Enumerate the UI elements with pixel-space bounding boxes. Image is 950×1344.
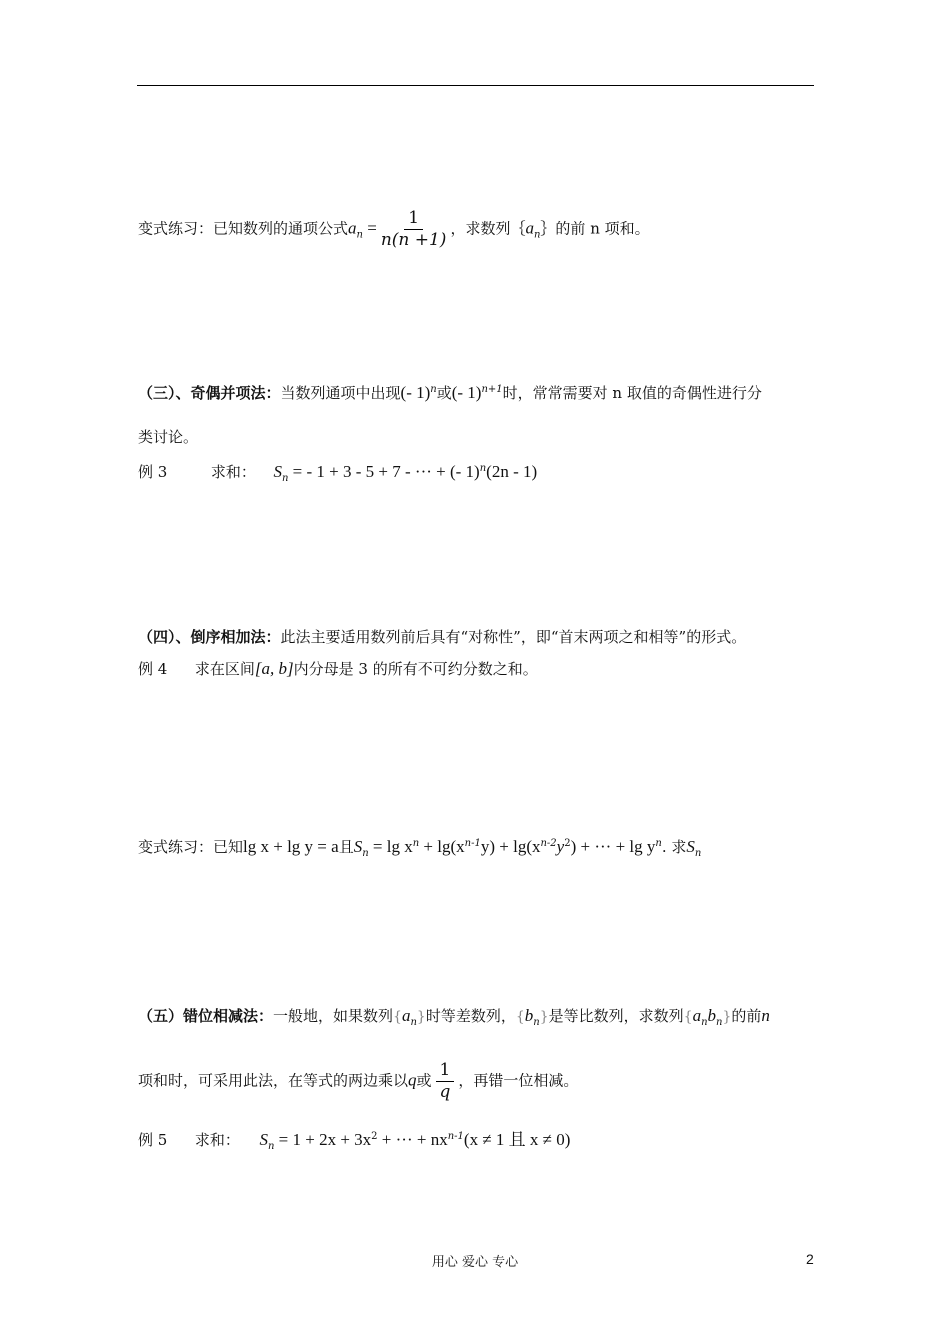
example-3-expr: = - 1 + 3 - 5 + 7 - ··· + (- 1) [288, 462, 480, 481]
fraction-numerator: 1 [404, 210, 423, 230]
math-S2: S [686, 837, 695, 856]
example-3-ask: 求和： [210, 463, 256, 481]
math-eq: = [362, 218, 377, 238]
math-a: a [692, 1006, 702, 1025]
expr-part2: + ··· + nx [377, 1130, 448, 1149]
math-sub-n2: n [533, 229, 541, 241]
example-5-label: 例 5 [138, 1131, 168, 1149]
fraction [381, 210, 447, 249]
section-4-heading: （四）、倒序相加法： [138, 628, 281, 646]
math-neg1-b: (- 1) [451, 383, 482, 402]
section-5-heading: （五）错位相减法： [138, 1007, 274, 1025]
math-sub-n: n [281, 473, 289, 484]
math-S: S [273, 462, 282, 481]
section-5-cont [138, 1062, 578, 1101]
math-b: b [707, 1006, 717, 1025]
fraction-denominator: n(n +1) [380, 230, 447, 250]
section-5-text1: 一般地，如果数列 [273, 1007, 394, 1025]
math-sub-n: n [701, 1017, 708, 1028]
and-word: 且 [338, 838, 354, 856]
exp5: n [655, 838, 662, 849]
expr-part3: (x ≠ 1 且 x ≠ 0) [463, 1130, 571, 1149]
exp1: 2 [371, 1131, 378, 1142]
exp1: n [412, 838, 420, 849]
expr-part3: y) + lg(x [480, 837, 541, 856]
exp2: n-1 [447, 1131, 464, 1142]
example-4-text1: 求在区间 [194, 660, 255, 678]
math-sub-n: n [716, 1017, 723, 1028]
section-5-text3: 是等比数列，求数列 [548, 1007, 684, 1025]
header-rule [137, 85, 814, 86]
expr-part1: = 1 + 2x + 3x [274, 1130, 372, 1149]
math-exp-n: n [479, 463, 487, 474]
math-q: q [408, 1070, 417, 1090]
math-a: a [401, 1006, 411, 1025]
section-4 [138, 630, 746, 645]
or-word: 或 [416, 1071, 432, 1090]
fraction [436, 1062, 455, 1101]
variant-lead: 变式练习：已知数列的通项公式 [138, 219, 349, 238]
example-3-expr-tail: (2n - 1) [486, 462, 538, 481]
section-3-text3: 类讨论。 [138, 428, 199, 446]
section-5-text4: 的前 [731, 1007, 762, 1025]
example-3 [138, 463, 537, 484]
example-4 [138, 660, 538, 677]
math-a: a [348, 218, 357, 238]
math-interval: [a, b] [254, 659, 294, 678]
math-exp-n1: n+1 [481, 384, 503, 395]
variant-mid: ，求数列｛ [450, 219, 526, 238]
exp2: n-1 [464, 838, 481, 849]
exp4: 2 [564, 838, 571, 849]
footer-text: 用心 爱心 专心 [431, 1255, 519, 1270]
math-sub-n: n [356, 229, 363, 241]
math-sub-n: n [533, 1017, 540, 1028]
math-sub-n: n [267, 1141, 275, 1152]
math-neg1: (- 1) [400, 383, 431, 402]
variant-exercise-1 [138, 210, 650, 249]
variant-end: ｝的前 n 项和。 [540, 219, 650, 238]
section-3-text1: 当数列通项中出现 [280, 384, 401, 402]
expr-part5: ) + ··· + lg y [570, 837, 656, 856]
brace-right: } [539, 1009, 549, 1025]
math-sub-n2: n [694, 848, 702, 859]
section-5 [138, 1007, 770, 1028]
page-number: 2 [806, 1251, 814, 1267]
math-n: n [761, 1006, 770, 1025]
example-4-label: 例 4 [138, 660, 168, 678]
section-5-text2: 时等差数列， [425, 1007, 516, 1025]
example-5-ask: 求和： [194, 1131, 240, 1149]
section-5-line2b: ，再错一位相减。 [458, 1071, 579, 1090]
variant-exercise-2 [138, 838, 701, 859]
section-3 [138, 384, 762, 401]
variant2-end: . 求 [661, 838, 687, 856]
brace-left: { [393, 1009, 402, 1025]
brace-left: { [515, 1009, 525, 1025]
fraction-denominator: q [439, 1082, 451, 1102]
fraction-numerator: 1 [436, 1062, 455, 1082]
or-word: 或 [436, 384, 452, 402]
example-4-text2: 内分母是 3 的所有不可约分数之和。 [293, 660, 538, 678]
expr-part1: = lg x [368, 837, 413, 856]
example-5 [138, 1131, 570, 1152]
math-S: S [259, 1130, 268, 1149]
section-3-text2: 时，常常需要对 n 取值的奇偶性进行分 [502, 384, 762, 402]
variant2-lead: 变式练习：已知 [138, 838, 244, 856]
math-condition: lg x + lg y = a [243, 837, 339, 856]
section-5-line2a: 项和时，可采用此法，在等式的两边乘以 [138, 1071, 409, 1090]
section-4-text: 此法主要适用数列前后具有“对称性”，即“首末两项之和相等”的形式。 [280, 628, 747, 646]
expr-part2: + lg(x [419, 837, 465, 856]
example-3-label: 例 3 [138, 463, 168, 481]
expr-part4: y [556, 837, 565, 856]
brace-left: { [683, 1009, 693, 1025]
math-a2: a [525, 218, 534, 238]
section-3-cont [138, 430, 198, 445]
math-sub-n: n [410, 1017, 417, 1028]
math-sub-n: n [362, 848, 369, 859]
section-3-heading: （三）、奇偶并项法： [138, 384, 281, 402]
brace-right: } [722, 1009, 732, 1025]
brace-right: } [416, 1009, 426, 1025]
math-exp-n: n [430, 384, 437, 395]
math-b: b [524, 1006, 534, 1025]
exp3: n-2 [540, 838, 557, 849]
math-S: S [353, 837, 363, 856]
